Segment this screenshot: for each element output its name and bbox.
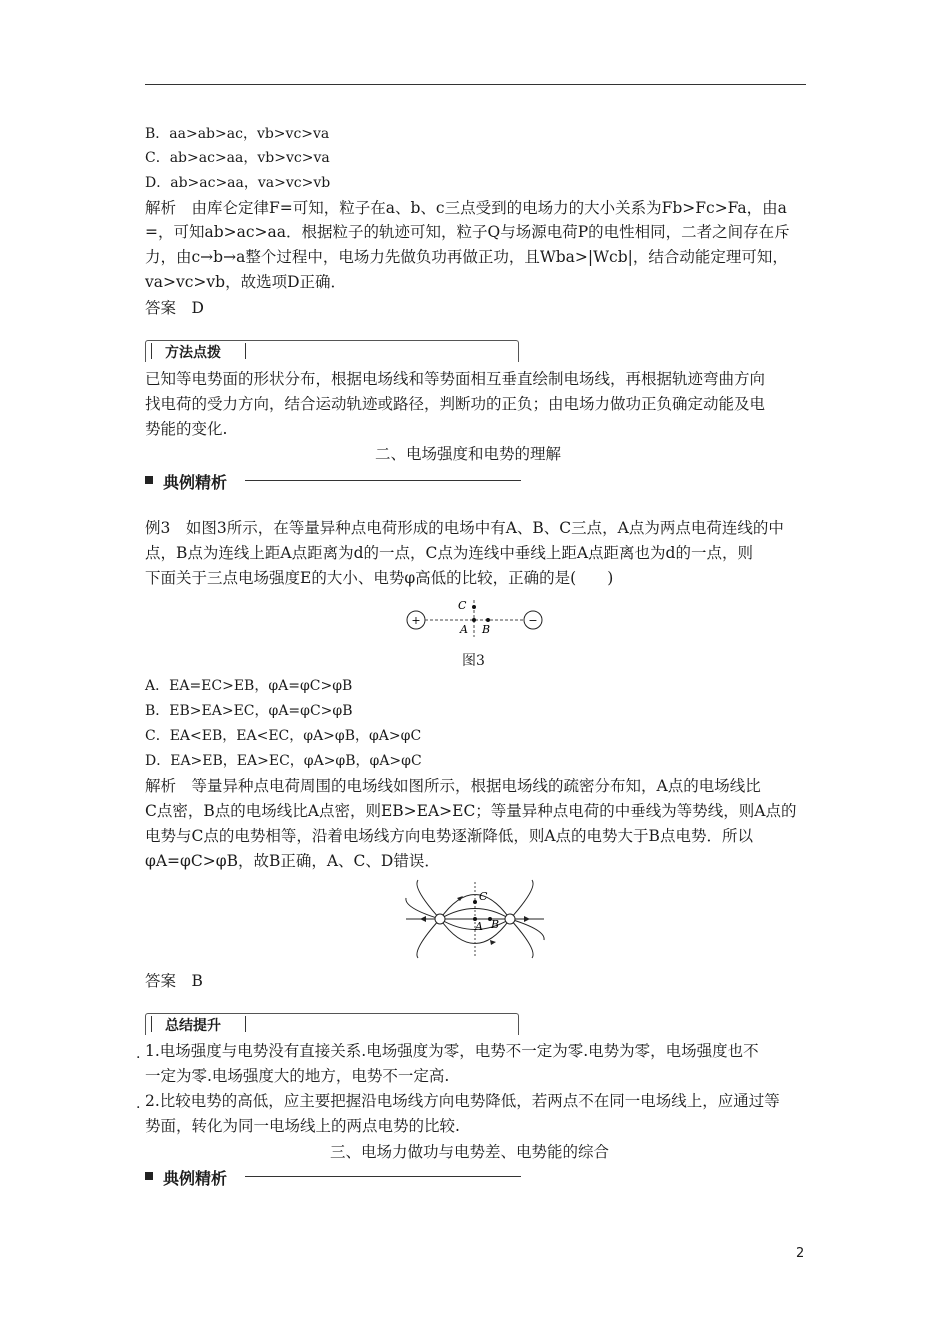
analysis3-line: 电势与C点的电势相等，沿着电场线方向电势逐渐降低，则A点的电势大于B点电势．所以: [145, 827, 753, 845]
bullet-dot: .: [136, 1046, 141, 1062]
method-line: 找电荷的受力方向，结合运动轨迹或路径，判断功的正负；由电场力做功正负确定动能及电: [145, 395, 766, 413]
point-a-label: A: [460, 623, 468, 636]
method-box-title: 方法点拨: [161, 342, 225, 362]
option3-c: C．EA<EB，EA<EC，φA>φB，φA>φC: [145, 728, 422, 744]
example-section-head-2: [145, 1166, 525, 1188]
header-rule: [145, 84, 806, 85]
example-head-label: 典例精析: [163, 473, 228, 492]
analysis1-line: =，可知ab>ac>aa．根据粒子的轨迹可知，粒子Q与场源电荷P的电性相同，二者之间存在斥: [145, 223, 790, 241]
analysis1-line: 解析 由库仑定律F=可知，粒子在a、b、c三点受到的电场力的大小关系为Fb>Fc>Fa，由a: [145, 199, 787, 217]
figure3-diagram: [400, 595, 550, 640]
example3-line: 下面关于三点电场强度E的大小、电势φ高低的比较，正确的是( ): [145, 569, 614, 587]
answer1: 答案 D: [145, 299, 204, 317]
summary-line: 一定为零.电场强度大的地方，电势不一定高.: [145, 1067, 450, 1085]
option-b: B．aa>ab>ac，vb>vc>va: [145, 126, 330, 142]
option-d: D．ab>ac>aa，va>vc>vb: [145, 175, 331, 191]
lines-point-b-label: B: [491, 918, 500, 931]
analysis3-line: C点密，B点的电场线比A点密，则EB>EA>EC；等量异种点电荷的中垂线为等势线，则A点的: [145, 802, 797, 820]
summary-box-header: [145, 1013, 519, 1035]
point-b-label: B: [482, 623, 491, 636]
option3-b: B．EB>EA>EC，φA=φC>φB: [145, 703, 353, 719]
option3-a: A．EA=EC>EB，φA=φC>φB: [145, 678, 353, 694]
example-section-head: [145, 470, 525, 492]
method-line: 已知等电势面的形状分布，根据电场线和等势面相互垂直绘制电场线，再根据轨迹弯曲方向: [145, 370, 766, 388]
field-lines-diagram: [402, 878, 548, 960]
section2-title: 二、电场强度和电势的理解: [375, 445, 562, 463]
example3-line: 例3 如图3所示，在等量异种点电荷形成的电场中有A、B、C三点，A点为两点电荷连线的中: [145, 519, 784, 537]
minus-charge-label: −: [528, 614, 538, 627]
analysis1-line: va>vc>vb，故选项D正确．: [145, 273, 347, 291]
summary-box-title: 总结提升: [161, 1015, 225, 1035]
plus-charge-label: +: [411, 614, 421, 627]
analysis1-line: 力，由c→b→a整个过程中，电场力先做负功再做正功，且Wba>|Wcb|，结合动能定理可知，: [145, 248, 788, 266]
summary-line: 2.比较电势的高低，应主要把握沿电场线方向电势降低，若两点不在同一电场线上，应通过等: [145, 1092, 780, 1110]
option-c: C．ab>ac>aa，vb>vc>va: [145, 150, 330, 166]
option3-d: D．EA>EB，EA>EC，φA>φB，φA>φC: [145, 753, 422, 769]
summary-line: 1.电场强度与电势没有直接关系.电场强度为零，电势不一定为零.电势为零，电场强度也不: [145, 1042, 759, 1060]
page-number: 2: [796, 1246, 805, 1261]
answer3: 答案 B: [145, 972, 203, 990]
summary-line: 势面，转化为同一电场线上的两点电势的比较.: [145, 1117, 460, 1135]
section3-title: 三、电场力做功与电势差、电势能的综合: [330, 1143, 610, 1161]
example-head-label: 典例精析: [163, 1169, 228, 1188]
example3-line: 点，B点为连线上距A点距离为d的一点，C点为连线中垂线上距A点距离也为d的一点，则: [145, 544, 753, 562]
method-line: 势能的变化.: [145, 420, 228, 438]
bullet-dot: .: [136, 1096, 141, 1112]
lines-point-a-label: A: [475, 920, 483, 933]
analysis3-line: φA=φC>φB，故B正确，A、C、D错误．: [145, 852, 440, 870]
method-box-header: [145, 340, 519, 362]
analysis3-line: 解析 等量异种点电荷周围的电场线如图所示，根据电场线的疏密分布知，A点的电场线比: [145, 777, 761, 795]
point-c-label: C: [458, 599, 467, 612]
lines-point-c-label: C: [479, 890, 488, 903]
figure3-caption: 图3: [462, 653, 485, 669]
